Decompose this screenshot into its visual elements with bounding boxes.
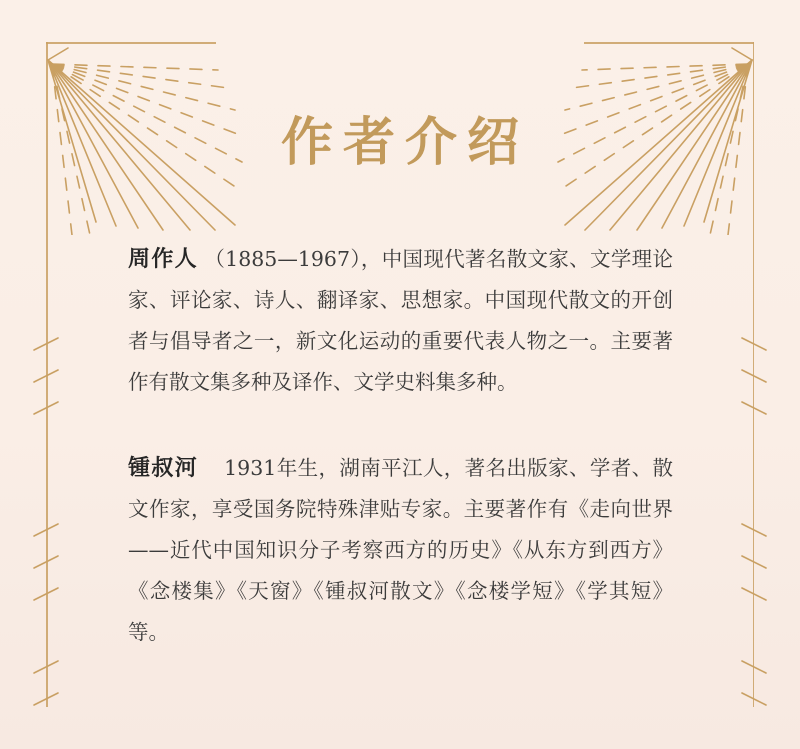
author-bio: 1931年生，湖南平江人，著名出版家、学者、散文作家，享受国务院特殊津贴专家。主要著作有《走向世界——近代中国知识分子考察西方的历史》《从东方到西方》《念楼集》《天窗》《锺叔河散文》《念楼学短》《学其短》等。 (128, 455, 673, 644)
author-name: 周作人 (128, 245, 198, 272)
tick-marks-bottom-left (28, 643, 118, 723)
author-name: 锺叔河 (128, 454, 199, 481)
author-list (128, 218, 673, 673)
tick-marks-bottom-right (682, 643, 772, 723)
page-title: 作者介绍 (280, 112, 529, 173)
tick-marks-left (28, 330, 68, 630)
author-entry (128, 239, 673, 403)
author-bio: （1885—1967），中国现代著名散文家、文学理论家、评论家、诗人、翻译家、思想家。中国现代散文的开创者与倡导者之一，新文化运动的重要代表人物之一。主要著作有散文集多种及译作、文学史料集多种。 (128, 246, 673, 394)
author-entry (128, 448, 673, 653)
tick-marks-right (732, 330, 772, 630)
